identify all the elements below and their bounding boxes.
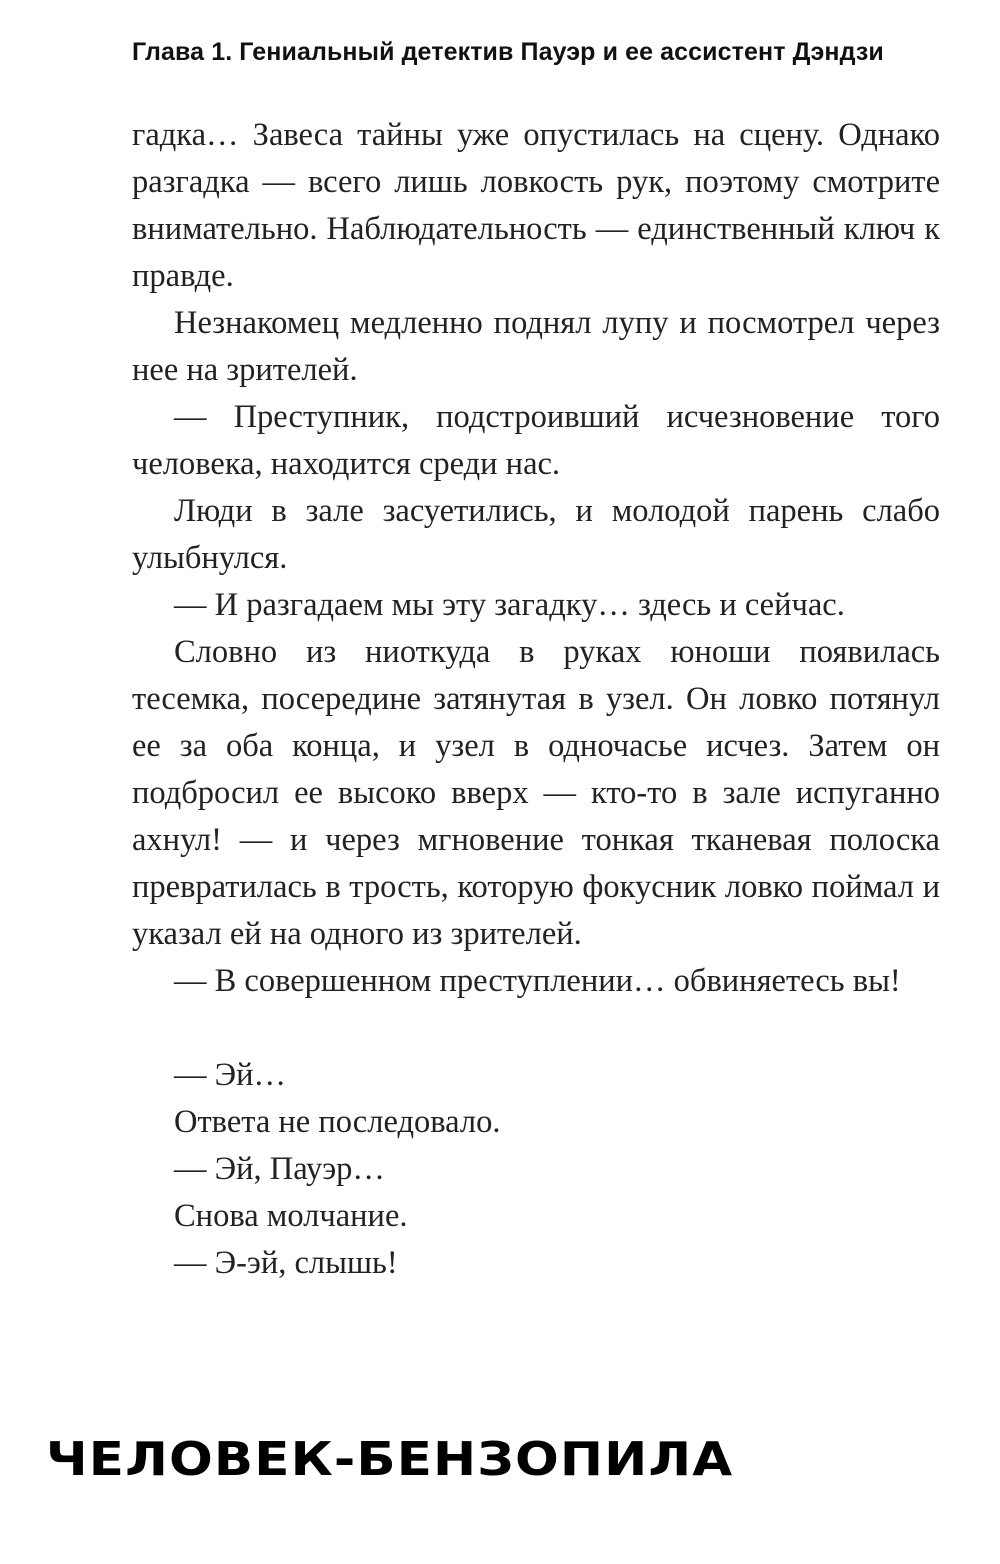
dialogue-line: — Э-эй, слышь! — [174, 1245, 398, 1281]
paragraph: — И разгадаем мы эту загадку… здесь и сейчас. — [174, 587, 845, 623]
paragraph: Словно из ниоткуда в руках юноши появилась тесемка, посередине затянутая в узел. Он ловко потянул ее за оба конца, и узел в одночасье исчез. Затем он подбросил ее высоко вверх — кто-то в зале испуганно ахнул! — и через мгновение тонкая тканевая полоска превратилась в трость, которую фокусник ловко поймал и указал ей на одного из зрителей. — [132, 634, 940, 952]
paragraph: Незнакомец медленно поднял лупу и посмотрел через нее на зрителей. — [132, 305, 940, 388]
paragraph: гадка… Завеса тайны уже опустилась на сцену. Однако разгадка — всего лишь ловкость рук, поэтому смотрите внимательно. Наблюдательность — единственный ключ к правде. — [132, 117, 940, 294]
dialogue-line: Снова молчание. — [174, 1198, 408, 1234]
paragraph: — В совершенном преступлении… обвиняетесь вы! — [174, 963, 901, 999]
running-header: Глава 1. Гениальный детектив Пауэр и ее ассистент Дэндзи — [132, 38, 884, 66]
dialogue-line: — Эй, Пауэр… — [174, 1151, 385, 1187]
paragraph: — Преступник, подстроивший исчезновение того человека, находится среди нас. — [132, 399, 940, 482]
dialogue-line: — Эй… — [174, 1057, 286, 1093]
book-title-logo: ЧЕЛОВЕК-БЕНЗОПИЛА — [46, 1432, 734, 1486]
dialogue-line: Ответа не последовало. — [174, 1104, 501, 1140]
page-body — [132, 112, 940, 1287]
paragraph: Люди в зале засуетились, и молодой парень слабо улыбнулся. — [132, 493, 940, 576]
section-break — [132, 1005, 940, 1052]
